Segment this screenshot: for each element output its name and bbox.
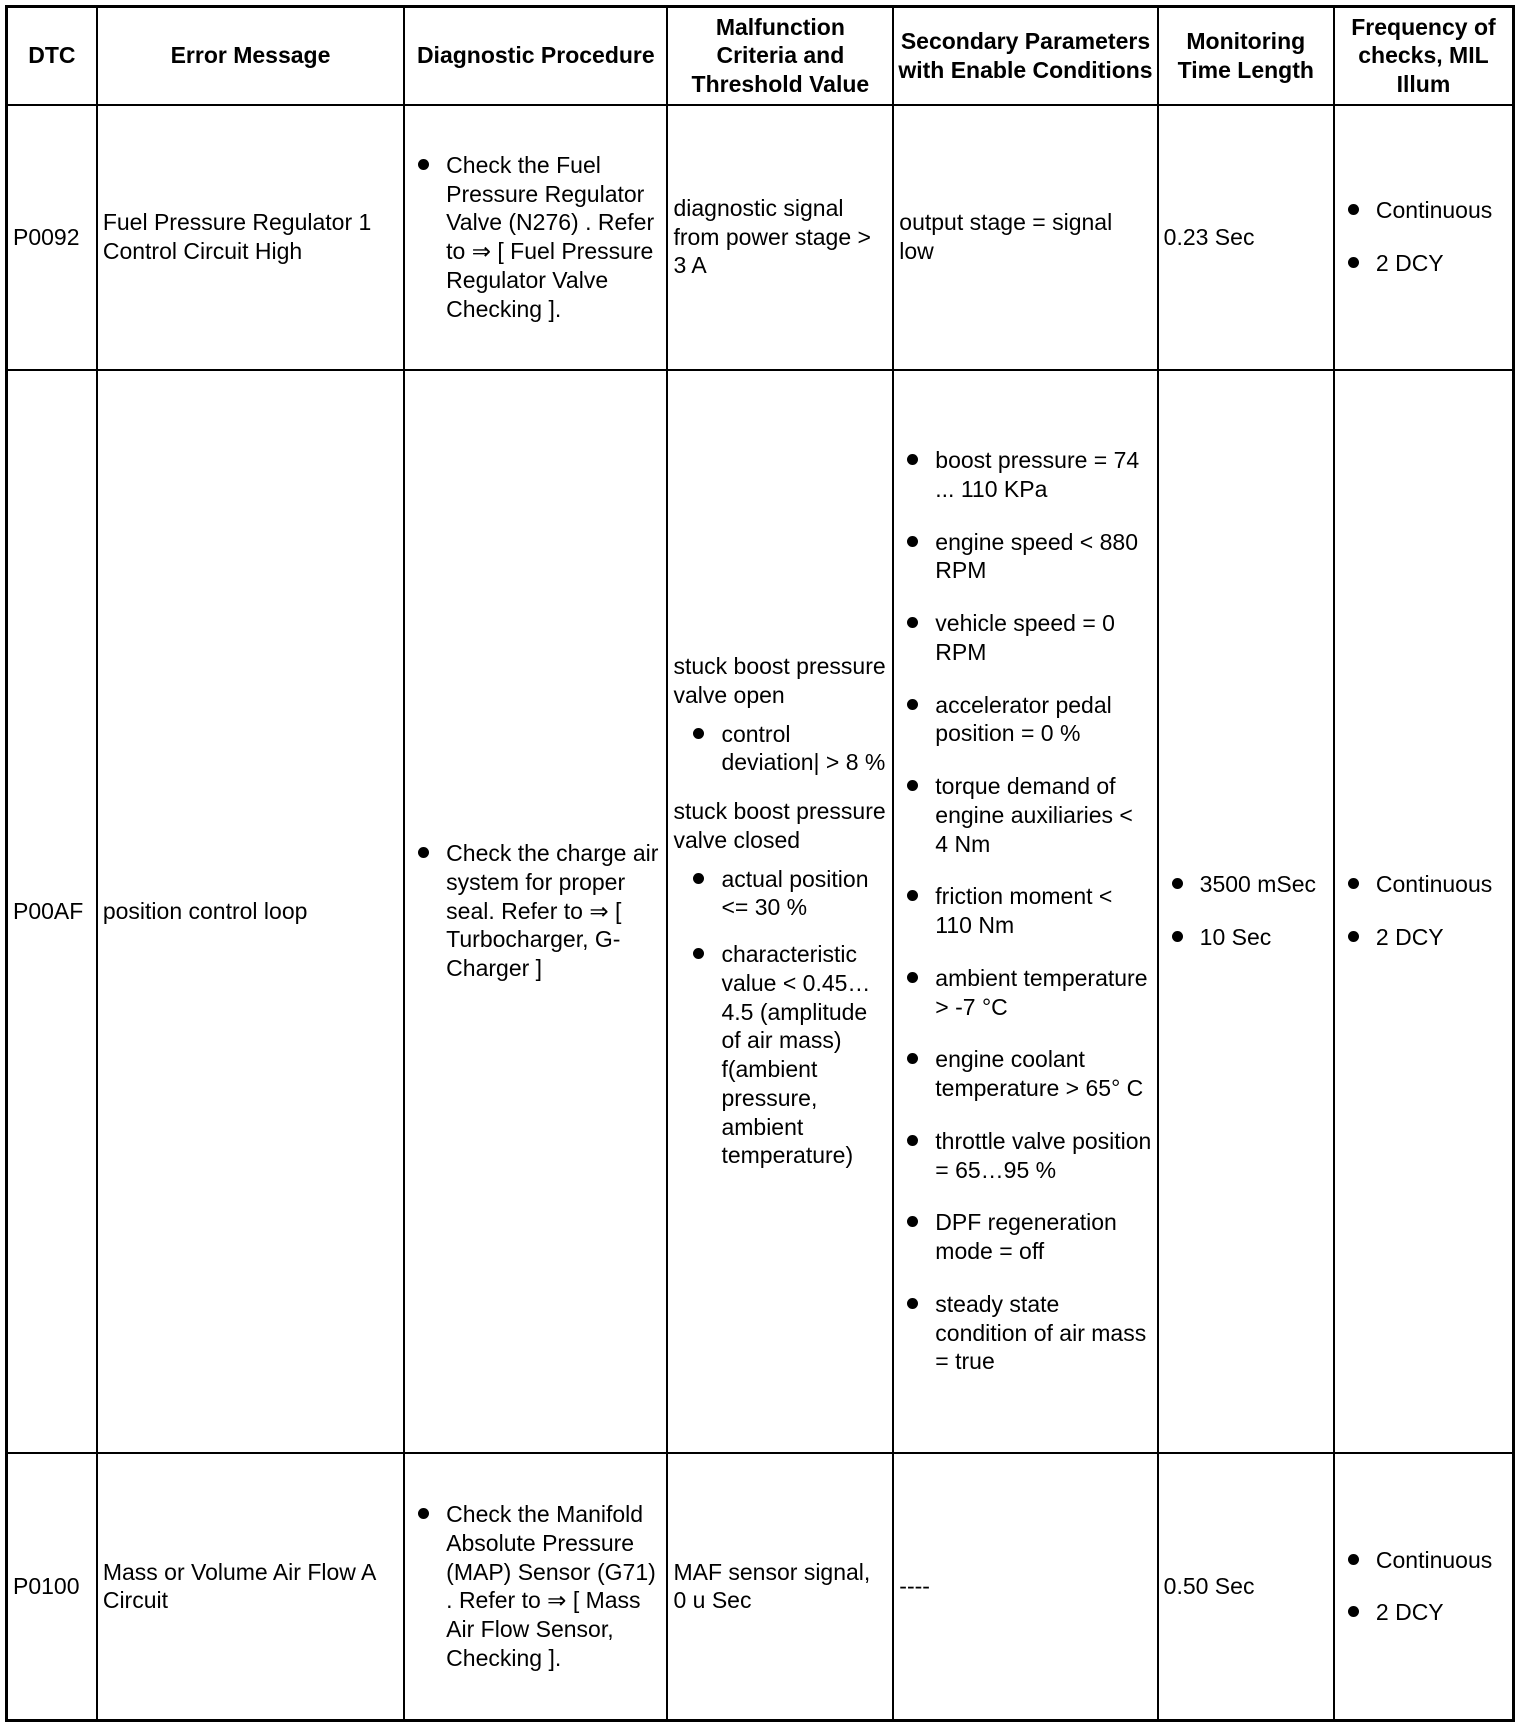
table-header-row [7, 7, 1514, 105]
frequency-item: 2 DCY [1340, 1598, 1507, 1627]
bullet-icon [907, 1135, 918, 1146]
bullet-icon [1348, 257, 1359, 268]
table-row [7, 105, 1514, 370]
bullet-icon [907, 1216, 918, 1227]
bullet-icon [907, 617, 918, 628]
table-row [7, 1453, 1514, 1721]
bullet-icon [693, 728, 704, 739]
error-message: position control loop [97, 370, 404, 1453]
dtc-code: P00AF [7, 370, 97, 1453]
secondary-item: torque demand of engine auxiliaries < 4 Nm [899, 772, 1151, 858]
malfunction-group [673, 797, 887, 1170]
secondary-item: accelerator pedal position = 0 % [899, 691, 1151, 749]
secondary-parameters: ---- [893, 1453, 1157, 1721]
secondary-parameters [893, 370, 1157, 1453]
bullet-icon [1348, 1606, 1359, 1617]
bullet-icon [907, 780, 918, 791]
error-message: Fuel Pressure Regulator 1 Control Circuit High [97, 105, 404, 370]
malfunction-criteria [667, 370, 893, 1453]
monitoring-item: 10 Sec [1164, 923, 1328, 952]
diagnostic-procedure [404, 105, 667, 370]
dtc-table [5, 5, 1515, 1722]
malfunction-item: actual position <= 30 % [685, 865, 887, 923]
bullet-icon [1348, 931, 1359, 942]
frequency-item: 2 DCY [1340, 923, 1507, 952]
bullet-icon [907, 972, 918, 983]
malfunction-item: control deviation| > 8 % [685, 720, 887, 778]
frequency-item: Continuous [1340, 870, 1507, 899]
monitoring-time: 0.50 Sec [1158, 1453, 1334, 1721]
frequency-item: Continuous [1340, 196, 1507, 225]
bullet-icon [418, 159, 429, 170]
bullet-icon [907, 1053, 918, 1064]
procedure-item: Check the charge air system for proper seal. Refer to ⇒ [ Turbocharger, G-Charger ] [410, 839, 661, 983]
header-secondary-parameters: Secondary Parameters with Enable Conditions [893, 7, 1157, 105]
secondary-parameters: output stage = signal low [893, 105, 1157, 370]
malfunction-heading: stuck boost pressure valve closed [673, 798, 886, 853]
monitoring-time [1158, 370, 1334, 1453]
bullet-icon [907, 454, 918, 465]
document-page [5, 5, 1515, 1722]
bullet-icon [1348, 1554, 1359, 1565]
bullet-icon [1172, 878, 1183, 889]
secondary-item: DPF regeneration mode = off [899, 1208, 1151, 1266]
monitoring-time: 0.23 Sec [1158, 105, 1334, 370]
secondary-item: engine speed < 880 RPM [899, 528, 1151, 586]
frequency-cell [1334, 105, 1514, 370]
secondary-item: engine coolant temperature > 65° C [899, 1045, 1151, 1103]
diagnostic-procedure [404, 370, 667, 1453]
malfunction-group [673, 652, 887, 777]
header-diagnostic-procedure: Diagnostic Procedure [404, 7, 667, 105]
frequency-cell [1334, 1453, 1514, 1721]
bullet-icon [907, 536, 918, 547]
table-row [7, 370, 1514, 1453]
bullet-icon [418, 847, 429, 858]
secondary-item: throttle valve position = 65…95 % [899, 1127, 1151, 1185]
secondary-item: friction moment < 110 Nm [899, 882, 1151, 940]
bullet-icon [907, 699, 918, 710]
monitoring-item: 3500 mSec [1164, 870, 1328, 899]
secondary-item: steady state condition of air mass = true [899, 1290, 1151, 1376]
secondary-item: boost pressure = 74 ... 110 KPa [899, 446, 1151, 504]
bullet-icon [693, 873, 704, 884]
procedure-item: Check the Manifold Absolute Pressure (MAP) Sensor (G71) . Refer to ⇒ [ Mass Air Flow Sensor, Checking ]. [410, 1500, 661, 1673]
dtc-code: P0092 [7, 105, 97, 370]
secondary-item: vehicle speed = 0 RPM [899, 609, 1151, 667]
malfunction-item: characteristic value < 0.45…4.5 (amplitude of air mass) f(ambient pressure, ambient temperature) [685, 940, 887, 1170]
bullet-icon [693, 948, 704, 959]
bullet-icon [1172, 931, 1183, 942]
malfunction-criteria: diagnostic signal from power stage > 3 A [667, 105, 893, 370]
header-dtc: DTC [7, 7, 97, 105]
header-frequency: Frequency of checks, MIL Illum [1334, 7, 1514, 105]
diagnostic-procedure [404, 1453, 667, 1721]
procedure-item: Check the Fuel Pressure Regulator Valve (N276) . Refer to ⇒ [ Fuel Pressure Regulator Valve Checking ]. [410, 151, 661, 324]
dtc-code: P0100 [7, 1453, 97, 1721]
frequency-item: Continuous [1340, 1546, 1507, 1575]
header-error-message: Error Message [97, 7, 404, 105]
header-malfunction-criteria: Malfunction Criteria and Threshold Value [667, 7, 893, 105]
bullet-icon [907, 890, 918, 901]
bullet-icon [418, 1508, 429, 1519]
malfunction-criteria: MAF sensor signal, 0 u Sec [667, 1453, 893, 1721]
error-message: Mass or Volume Air Flow A Circuit [97, 1453, 404, 1721]
malfunction-heading: stuck boost pressure valve open [673, 653, 886, 708]
bullet-icon [1348, 878, 1359, 889]
bullet-icon [907, 1298, 918, 1309]
header-monitoring-time: Monitoring Time Length [1158, 7, 1334, 105]
bullet-icon [1348, 204, 1359, 215]
frequency-item: 2 DCY [1340, 249, 1507, 278]
secondary-item: ambient temperature > -7 °C [899, 964, 1151, 1022]
frequency-cell [1334, 370, 1514, 1453]
